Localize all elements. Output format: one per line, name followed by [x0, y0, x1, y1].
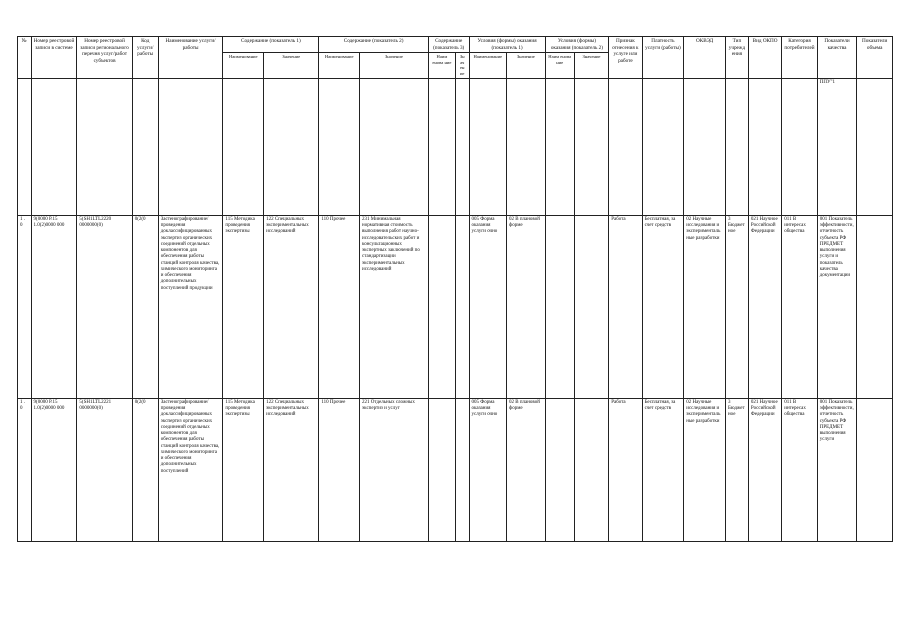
volume-cell: [857, 398, 893, 541]
cond1-value-subheader: Значение: [507, 53, 546, 79]
empty-cell: [77, 78, 132, 215]
c1-name-cell: 115 Методика проведения экспертизы: [223, 398, 264, 541]
activity-type-cell: 021 Научное Российской Федерации: [748, 215, 781, 398]
empty-cell: [132, 78, 158, 215]
col-activity-type-header: Вид ОКПО: [748, 37, 781, 79]
empty-cell: [725, 78, 748, 215]
c2-value-cell: 231 Минимальная нормативная стоимость выполнения работ научно-исследовательских работ и консультационных экспертных заключений по стандартизации экспериментальных исследований: [360, 215, 429, 398]
empty-cell: [507, 78, 546, 215]
empty-cell: [455, 78, 469, 215]
row-num-cell: 1 . 0: [18, 215, 32, 398]
c2-name-cell: 110 Прочее: [319, 398, 360, 541]
c1-value-subheader: Значение: [264, 53, 319, 79]
col-content1-header: Содержание (показатель 1): [223, 37, 319, 53]
sign-cell: Работа: [609, 215, 642, 398]
col-registry-number-header: Номер реестровой записи в системе: [31, 37, 77, 79]
quality-cell: 001 Показатель эффективности, отчетность субъекта РФ ПРЕДМЕТ выполнения услуги: [817, 398, 857, 541]
c2-value-subheader: Значение: [360, 53, 429, 79]
cond1-name-cell: 005 Форма оказания услуги очно: [469, 398, 507, 541]
registry-number-cell: 9(0000 P.15 1.0(2)0000 000: [31, 215, 77, 398]
col-okved-header: ОКВЭД: [684, 37, 726, 79]
activity-type-cell: 021 Научное Российской Федерации: [748, 398, 781, 541]
col-service-name-header: Наименование услуги/работы: [158, 37, 223, 79]
c2-name-cell: 110 Прочее: [319, 215, 360, 398]
row-num-cell: 1 . 0: [18, 398, 32, 541]
sign-cell: Работа: [609, 398, 642, 541]
service-code-cell: 0(2(0: [132, 215, 158, 398]
cond2-value-subheader: Значение: [574, 53, 608, 79]
col-content3-header: Содержание (показатель 3): [428, 37, 469, 53]
cond1-name-cell: 005 Форма оказания услуги очно: [469, 215, 507, 398]
col-institution-type-header: Тип учреждения: [725, 37, 748, 79]
empty-cell: [642, 78, 684, 215]
c3-name-cell: [428, 398, 455, 541]
empty-cell: [319, 78, 360, 215]
c3-name-cell: [428, 215, 455, 398]
cond2-value-cell: [574, 398, 608, 541]
carry-over-row: [18, 78, 893, 215]
empty-cell: [264, 78, 319, 215]
empty-cell: [428, 78, 455, 215]
c1-name-cell: 115 Методика проведения экспертизы: [223, 215, 264, 398]
empty-cell: [158, 78, 223, 215]
table-row: [18, 398, 893, 541]
col-service-code-header: Код услуги/работы: [132, 37, 158, 79]
volume-cell: [857, 215, 893, 398]
table-row: [18, 215, 893, 398]
c2-name-subheader: Наименование: [319, 53, 360, 79]
c3-value-cell: [455, 398, 469, 541]
col-regional-list-header: Номер реестровой записи регионального перечня услуг/работ субъектов: [77, 37, 132, 79]
okved-cell: 02 Научные исследования и экспериментальные разработки: [684, 398, 726, 541]
c3-value-cell: [455, 215, 469, 398]
col-conditions1-header: Условия (формы) оказания (показатель 1): [469, 37, 545, 53]
cond1-value-cell: 02 В плановой форме: [507, 398, 546, 541]
registry-number-cell: 9(0000 P.15 1.0(2)0000 000: [31, 398, 77, 541]
col-conditions2-header: Условия (формы) оказания (показатель 2): [545, 37, 609, 53]
cond2-value-cell: [574, 215, 608, 398]
c3-value-subheader: Зн ач ен ие: [455, 53, 469, 79]
empty-cell: [857, 78, 893, 215]
empty-cell: [545, 78, 574, 215]
service-name-cell: Застенографирование/проведения доклассифицированных экспертиз органических соединений отдельных компонентов для обеспечения работы станций контроля качества, химического мониторинга и обеспечения дополнительных поступлений: [158, 398, 223, 541]
c1-name-subheader: Наименование: [223, 53, 264, 79]
cond2-name-cell: [545, 398, 574, 541]
c3-name-subheader: Наим енова ние: [428, 53, 455, 79]
c2-value-cell: 221 Отдельных сложных экспертиз и услуг: [360, 398, 429, 541]
service-name-cell: Застенографирование/проведения доклассифицированных экспертиз органических соединений отдельных компонентов для обеспечения работы станций контроля качества, химического мониторинга и обеспечения дополнительных поступлений продукции: [158, 215, 223, 398]
cond2-name-cell: [545, 215, 574, 398]
empty-cell: [360, 78, 429, 215]
regional-list-cell: 5(SH1LTL2220 0000000(0): [77, 215, 132, 398]
carry-over-quality-cell: ППУ"1: [817, 78, 857, 215]
empty-cell: [782, 78, 817, 215]
empty-cell: [684, 78, 726, 215]
empty-cell: [31, 78, 77, 215]
empty-cell: [223, 78, 264, 215]
empty-cell: [469, 78, 507, 215]
empty-cell: [574, 78, 608, 215]
regional-list-cell: 5(SH1LTL2221 0000000(0): [77, 398, 132, 541]
registry-table-sheet: [17, 36, 893, 542]
col-quality-header: Показатели качества: [817, 37, 857, 79]
registry-table: [17, 36, 893, 542]
empty-cell: [609, 78, 642, 215]
okved-cell: 02 Научные исследования и экспериментальные разработки: [684, 215, 726, 398]
payment-cell: Бесплатная, за счет средств: [642, 215, 684, 398]
cond1-name-subheader: Наименование: [469, 53, 507, 79]
quality-cell: 001 Показатель эффективности, отчетность субъекта РФ ПРЕДМЕТ выполнения услуги и показатель качества документации: [817, 215, 857, 398]
col-content2-header: Содержание (показатель 2): [319, 37, 429, 53]
recipient-cell: 011 В интересах общества: [782, 215, 817, 398]
col-sign-header: Признак отнесения к услуге или работе: [609, 37, 642, 79]
col-num-header: №: [18, 37, 32, 79]
payment-cell: Бесплатная, за счет средств: [642, 398, 684, 541]
col-recipient-category-header: Категория потребителей: [782, 37, 817, 79]
c1-value-cell: 122 Специальных экспериментальных исследований: [264, 215, 319, 398]
institution-type-cell: 3 Бюджетное: [725, 215, 748, 398]
empty-cell: [18, 78, 32, 215]
recipient-cell: 011 В интересах общества: [782, 398, 817, 541]
service-code-cell: 0(2(0: [132, 398, 158, 541]
header-row-1: [18, 37, 893, 53]
col-volume-header: Показатели объема: [857, 37, 893, 79]
empty-cell: [748, 78, 781, 215]
cond1-value-cell: 02 В плановой форме: [507, 215, 546, 398]
col-payment-header: Платность услуги (работы): [642, 37, 684, 79]
cond2-name-subheader: Наим енова ние: [545, 53, 574, 79]
institution-type-cell: 3 Бюджетное: [725, 398, 748, 541]
c1-value-cell: 122 Специальных экспериментальных исследований: [264, 398, 319, 541]
